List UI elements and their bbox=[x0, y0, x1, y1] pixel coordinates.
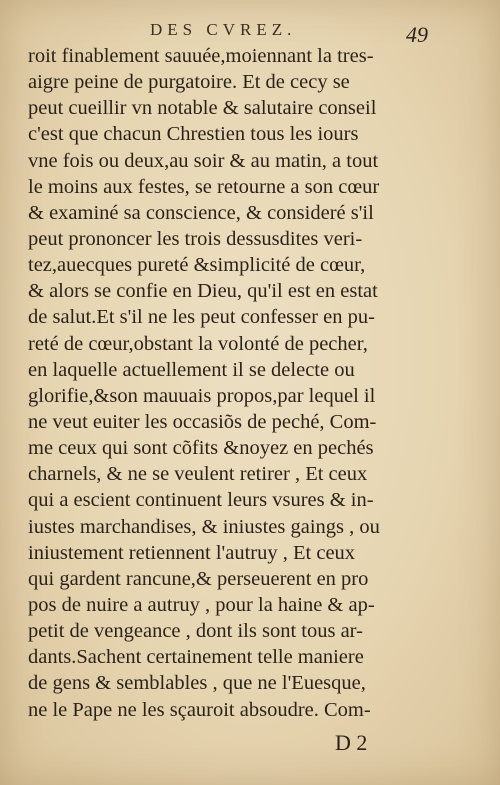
text-line: iniustement retiennent l'autruy , Et ceux bbox=[28, 541, 356, 564]
text-line: le moins aux festes, se retourne a son cœur bbox=[28, 175, 380, 198]
text-line: glorifie,&son mauuais propos,par lequel il bbox=[28, 384, 376, 407]
text-line: reté de cœur,obstant la volonté de pecher, bbox=[28, 332, 368, 355]
text-line: c'est que chacun Chrestien tous les iours bbox=[28, 123, 359, 146]
text-line: tez,auecques pureté &simplicité de cœur, bbox=[28, 254, 366, 277]
text-line: qui a escient continuent leurs vsures & in- bbox=[28, 489, 374, 512]
running-head: DES CVREZ. bbox=[150, 20, 297, 39]
text-line: de salut.Et s'il ne les peut confesser en pu- bbox=[28, 306, 375, 329]
text-line: me ceux qui sont cõfits &noyez en pechés bbox=[28, 437, 374, 460]
text-line: dants.Sachent certainement telle maniere bbox=[28, 646, 364, 669]
text-line: ne veut euiter les occasiõs de peché, Com- bbox=[28, 410, 377, 433]
body-text bbox=[28, 43, 462, 723]
signature-mark: D 2 bbox=[335, 730, 368, 755]
page-number: 49 bbox=[406, 22, 428, 47]
text-line: & alors se confie en Dieu, qu'il est en estat bbox=[28, 280, 378, 303]
text-line: vne fois ou deux,au soir & au matin, a tout bbox=[28, 149, 379, 172]
text-line: qui gardent rancune,& perseuerent en pro bbox=[28, 567, 369, 590]
text-line: de gens & semblables , que ne l'Euesque, bbox=[28, 672, 366, 695]
text-line: charnels, & ne se veulent retirer , Et ceux bbox=[28, 463, 368, 486]
text-line: en laquelle actuellement il se delecte ou bbox=[28, 358, 355, 381]
text-line: roit finablement sauuée,moiennant la tres- bbox=[28, 45, 374, 67]
text-line: peut prononcer les trois dessusdites veri- bbox=[28, 227, 363, 250]
text-line: aigre peine de purgatoire. Et de cecy se bbox=[28, 71, 350, 94]
text-line: iustes marchandises, & iniustes gaings , ou bbox=[28, 515, 380, 538]
text-line: pos de nuire a autruy , pour la haine & ap- bbox=[28, 593, 375, 616]
text-line: petit de vengeance , dont ils sont tous ar- bbox=[28, 620, 363, 643]
text-line: & examiné sa conscience, & consideré s'il bbox=[28, 201, 374, 224]
text-line: ne le Pape ne les sçauroit absoudre. Com- bbox=[28, 698, 371, 721]
text-line: peut cueillir vn notable & salutaire conseil bbox=[28, 97, 377, 120]
